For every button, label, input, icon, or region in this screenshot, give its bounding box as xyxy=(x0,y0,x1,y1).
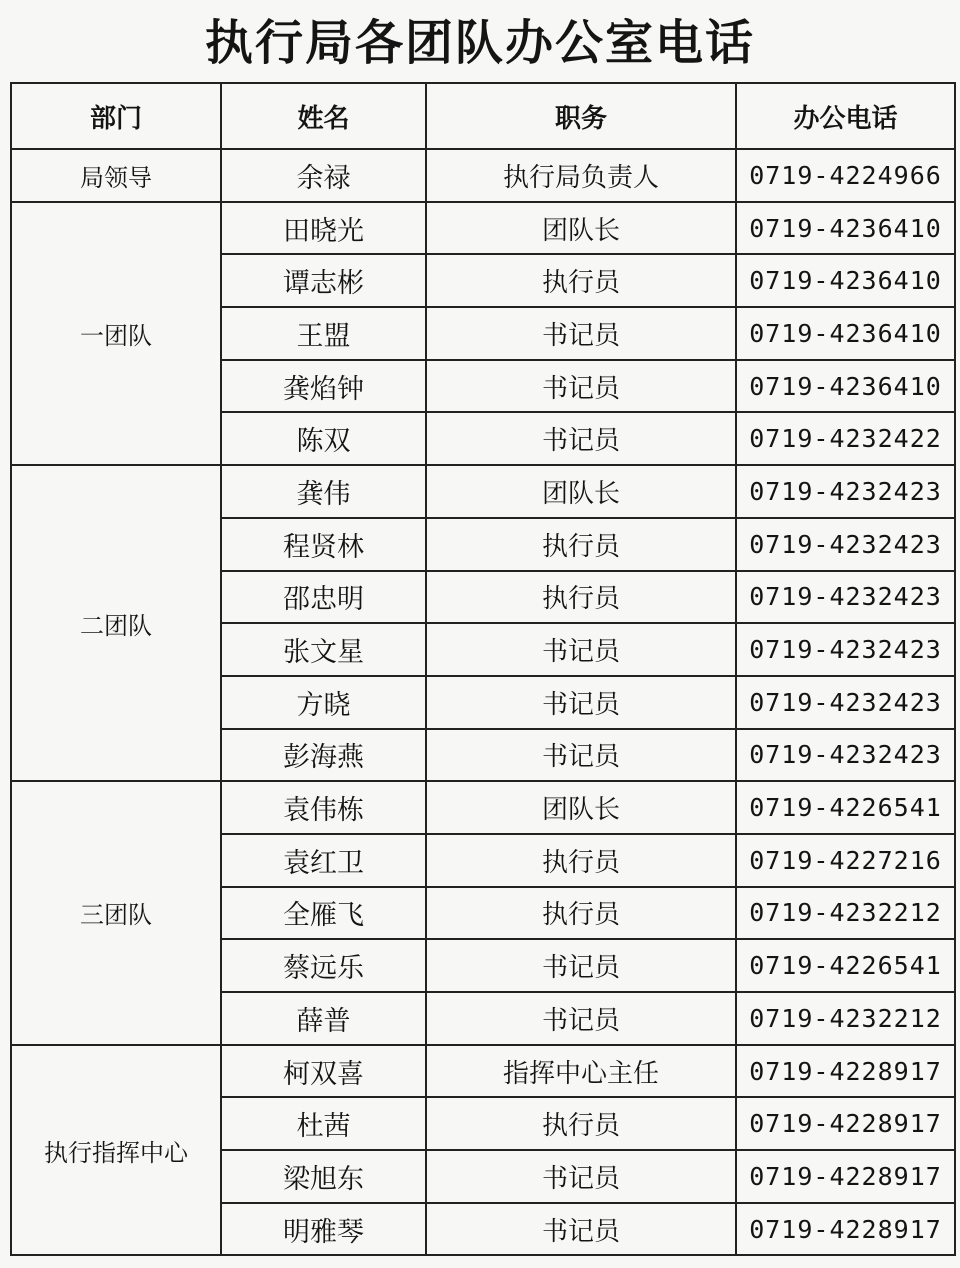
phone-cell: 0719-4236410 xyxy=(736,307,955,360)
position-cell: 指挥中心主任 xyxy=(426,1045,736,1098)
position-cell: 执行员 xyxy=(426,518,736,571)
name-cell: 程贤林 xyxy=(221,518,426,571)
name-cell: 薛普 xyxy=(221,992,426,1045)
name-cell: 龚焰钟 xyxy=(221,360,426,413)
name-cell: 田晓光 xyxy=(221,202,426,255)
position-cell: 书记员 xyxy=(426,729,736,782)
name-cell: 明雅琴 xyxy=(221,1203,426,1256)
position-cell: 执行员 xyxy=(426,834,736,887)
name-cell: 龚伟 xyxy=(221,465,426,518)
name-cell: 余禄 xyxy=(221,149,426,202)
position-cell: 团队长 xyxy=(426,781,736,834)
phone-cell: 0719-4228917 xyxy=(736,1097,955,1150)
table-body xyxy=(11,149,955,1255)
position-cell: 书记员 xyxy=(426,1150,736,1203)
position-cell: 书记员 xyxy=(426,1203,736,1256)
position-cell: 执行员 xyxy=(426,254,736,307)
phone-cell: 0719-4232212 xyxy=(736,887,955,940)
name-cell: 梁旭东 xyxy=(221,1150,426,1203)
name-cell: 袁红卫 xyxy=(221,834,426,887)
phone-cell: 0719-4236410 xyxy=(736,360,955,413)
name-cell: 柯双喜 xyxy=(221,1045,426,1098)
position-cell: 书记员 xyxy=(426,623,736,676)
position-cell: 书记员 xyxy=(426,360,736,413)
phone-cell: 0719-4232423 xyxy=(736,729,955,782)
position-cell: 书记员 xyxy=(426,992,736,1045)
name-cell: 杜茜 xyxy=(221,1097,426,1150)
table-row xyxy=(11,465,955,518)
name-cell: 蔡远乐 xyxy=(221,939,426,992)
phone-cell: 0719-4228917 xyxy=(736,1150,955,1203)
position-cell: 团队长 xyxy=(426,465,736,518)
name-cell: 彭海燕 xyxy=(221,729,426,782)
phone-cell: 0719-4236410 xyxy=(736,202,955,255)
department-cell: 局领导 xyxy=(11,149,221,202)
phone-cell: 0719-4227216 xyxy=(736,834,955,887)
phone-cell: 0719-4232422 xyxy=(736,412,955,465)
position-cell: 书记员 xyxy=(426,939,736,992)
phone-cell: 0719-4232212 xyxy=(736,992,955,1045)
page-title: 执行局各团队办公室电话 xyxy=(204,15,755,71)
position-cell: 书记员 xyxy=(426,676,736,729)
phone-cell: 0719-4226541 xyxy=(736,781,955,834)
name-cell: 全雁飞 xyxy=(221,887,426,940)
table-row xyxy=(11,202,955,255)
column-header-phone: 办公电话 xyxy=(736,83,955,149)
name-cell: 袁伟栋 xyxy=(221,781,426,834)
position-cell: 团队长 xyxy=(426,202,736,255)
department-cell: 执行指挥中心 xyxy=(11,1045,221,1256)
phone-cell: 0719-4228917 xyxy=(736,1045,955,1098)
column-header-department: 部门 xyxy=(11,83,221,149)
phone-cell: 0719-4224966 xyxy=(736,149,955,202)
position-cell: 书记员 xyxy=(426,412,736,465)
office-phone-table xyxy=(10,82,956,1256)
name-cell: 陈双 xyxy=(221,412,426,465)
department-cell: 二团队 xyxy=(11,465,221,781)
column-header-name: 姓名 xyxy=(221,83,426,149)
phone-cell: 0719-4226541 xyxy=(736,939,955,992)
column-header-title: 职务 xyxy=(426,83,736,149)
department-cell: 一团队 xyxy=(11,202,221,465)
name-cell: 方晓 xyxy=(221,676,426,729)
name-cell: 张文星 xyxy=(221,623,426,676)
phone-cell: 0719-4232423 xyxy=(736,518,955,571)
phone-cell: 0719-4232423 xyxy=(736,623,955,676)
position-cell: 书记员 xyxy=(426,307,736,360)
position-cell: 执行员 xyxy=(426,1097,736,1150)
position-cell: 执行局负责人 xyxy=(426,149,736,202)
table-row xyxy=(11,781,955,834)
table-header-row xyxy=(11,83,955,149)
phone-cell: 0719-4228917 xyxy=(736,1203,955,1256)
table-row xyxy=(11,149,955,202)
department-cell: 三团队 xyxy=(11,781,221,1044)
position-cell: 执行员 xyxy=(426,571,736,624)
phone-cell: 0719-4232423 xyxy=(736,465,955,518)
position-cell: 执行员 xyxy=(426,887,736,940)
table-row xyxy=(11,1045,955,1098)
phone-cell: 0719-4232423 xyxy=(736,571,955,624)
phone-cell: 0719-4232423 xyxy=(736,676,955,729)
name-cell: 谭志彬 xyxy=(221,254,426,307)
name-cell: 王盟 xyxy=(221,307,426,360)
phone-cell: 0719-4236410 xyxy=(736,254,955,307)
name-cell: 邵忠明 xyxy=(221,571,426,624)
